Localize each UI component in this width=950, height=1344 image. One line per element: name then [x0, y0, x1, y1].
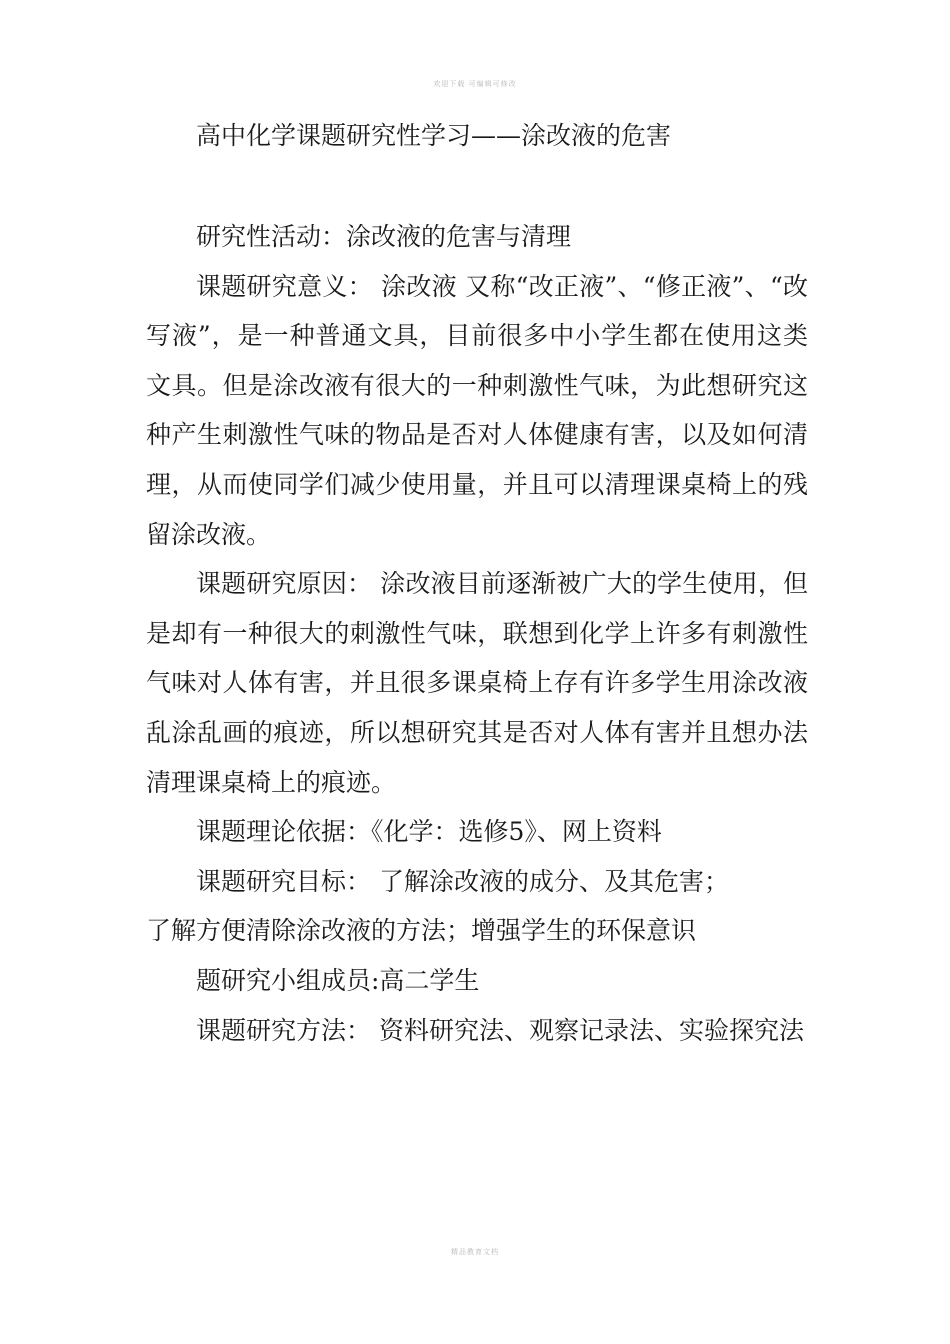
paragraph-research-activity: 研究性活动：涂改液的危害与清理	[196, 222, 572, 251]
paragraph-theoretical-basis: 课题理论依据：《化学：选修5》、网上资料	[196, 817, 662, 847]
paragraph-research-goal-continued: 了解方便清除涂改液的方法；增强学生的环保意识	[146, 916, 697, 946]
paragraph-research-goal: 课题研究目标： 了解涂改液的成分、及其危害；	[196, 866, 729, 896]
document-title: 高中化学课题研究性学习——涂改液的危害	[196, 121, 672, 150]
paragraph-research-reason: 课题研究原因： 涂改液目前逐渐被广大的学生使用，但是却有一种很大的刺激性气味，联想到化学上许多有刺激性气味对人体有害，并且很多课桌椅上存有许多学生用涂改液乱涂乱画的痕迹，所以想研究其是否对人体有害并且想办法清理课桌椅上的痕迹。	[146, 569, 808, 797]
paragraph-research-methods: 课题研究方法： 资料研究法、观察记录法、实验探究法	[196, 1015, 804, 1045]
page-footer-note: 精品教育文档	[451, 1248, 499, 1256]
paragraph-research-significance: 课题研究意义： 涂改液 又称“改正液”、“修正液”、“改写液”，是一种普通文具，目前很多中小学生都在使用这类文具。但是涂改液有很大的一种刺激性气味，为此想研究这种产生刺激性气味的物品是否对人体健康有害，以及如何清理，从而使同学们减少使用量，并且可以清理课桌椅上的残留涂改液。	[146, 271, 808, 549]
page-header-note: 欢迎下载 可编辑可修改	[433, 80, 517, 88]
paragraph-group-members: 题研究小组成员:高二学生	[196, 965, 480, 995]
document-body	[146, 212, 808, 1055]
